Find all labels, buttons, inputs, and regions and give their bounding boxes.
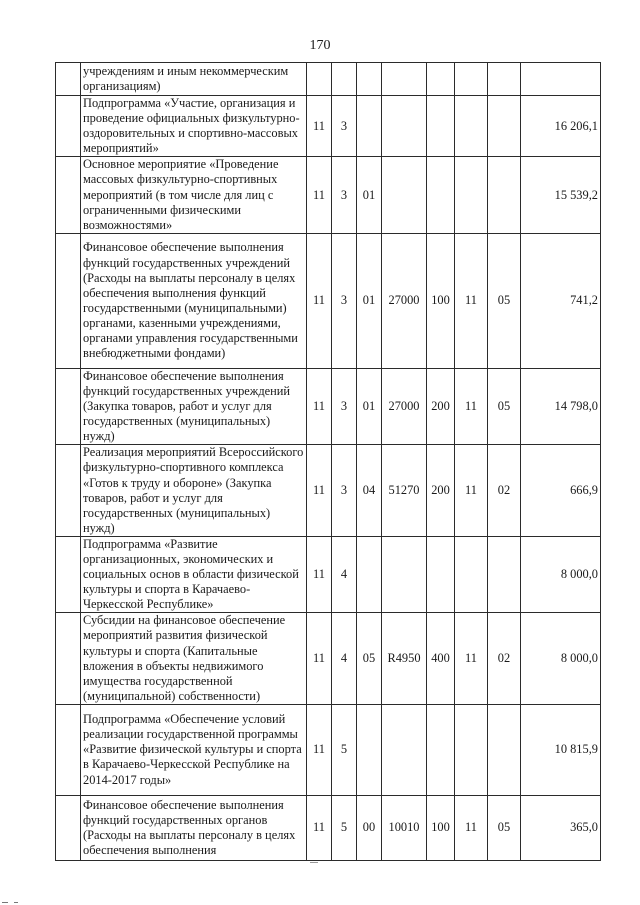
code-cell <box>357 704 382 795</box>
code-cell: 01 <box>357 233 382 368</box>
code-cell <box>488 63 521 96</box>
row-name-cell: Подпрограмма «Обеспечение условий реализации государственной программы «Развитие физической культуры и спорта в Карачаево-Черкесской Республике на 2014-2017 годы» <box>81 704 307 795</box>
table-row <box>56 233 601 368</box>
table-row <box>56 368 601 444</box>
row-stub-cell <box>56 613 81 705</box>
code-cell: 100 <box>427 795 455 860</box>
code-cell <box>357 536 382 612</box>
code-cell <box>307 63 332 96</box>
amount-cell: 8 000,0 <box>521 536 601 612</box>
row-stub-cell <box>56 795 81 860</box>
code-cell <box>427 63 455 96</box>
code-cell: 200 <box>427 445 455 537</box>
table-row <box>56 613 601 705</box>
row-stub-cell <box>56 96 81 157</box>
row-stub-cell <box>56 445 81 537</box>
code-cell: 05 <box>488 795 521 860</box>
code-cell <box>455 157 488 233</box>
scan-artifact <box>2 902 8 903</box>
code-cell <box>382 96 427 157</box>
row-name-cell: Субсидии на финансовое обеспечение мероприятий развития физической культуры и спорта (Капитальные вложения в объекты недвижимого имущества государственной (муниципальной) собственности) <box>81 613 307 705</box>
code-cell <box>357 63 382 96</box>
code-cell <box>427 704 455 795</box>
table-row <box>56 795 601 860</box>
code-cell: 11 <box>307 96 332 157</box>
row-name-cell: Основное мероприятие «Проведение массовых физкультурно-спортивных мероприятий (в том числе для лиц с ограниченными физическими возможностями» <box>81 157 307 233</box>
row-name-cell: Финансовое обеспечение выполнения функций государственных учреждений (Расходы на выплаты персоналу в целях обеспечения выполнения функций государственными (муниципальными) органами, казенными учреждениями, органами управления государственными внебюджетными фондами) <box>81 233 307 368</box>
amount-cell: 14 798,0 <box>521 368 601 444</box>
code-cell: 10010 <box>382 795 427 860</box>
code-cell: 01 <box>357 368 382 444</box>
code-cell: 5 <box>332 704 357 795</box>
code-cell <box>382 157 427 233</box>
amount-cell: 666,9 <box>521 445 601 537</box>
row-name-cell: Финансовое обеспечение выполнения функций государственных органов (Расходы на выплаты персоналу в целях обеспечения выполнения <box>81 795 307 860</box>
code-cell <box>488 157 521 233</box>
code-cell: 02 <box>488 445 521 537</box>
code-cell: 11 <box>455 445 488 537</box>
code-cell: 27000 <box>382 368 427 444</box>
code-cell <box>488 96 521 157</box>
code-cell: 11 <box>307 233 332 368</box>
code-cell: 11 <box>307 157 332 233</box>
amount-cell: 16 206,1 <box>521 96 601 157</box>
amount-cell: 8 000,0 <box>521 613 601 705</box>
page-number: 170 <box>309 38 331 53</box>
row-name-cell: Финансовое обеспечение выполнения функций государственных учреждений (Закупка товаров, работ и услуг для государственных (муниципальных) нужд) <box>81 368 307 444</box>
table-row <box>56 536 601 612</box>
table-row <box>56 445 601 537</box>
code-cell: 3 <box>332 157 357 233</box>
row-name-cell: Реализация мероприятий Всероссийского физкультурно-спортивного комплекса «Готов к труду и обороне» (Закупка товаров, работ и услуг для государственных (муниципальных) нужд) <box>81 445 307 537</box>
code-cell <box>427 96 455 157</box>
code-cell: 02 <box>488 613 521 705</box>
code-cell <box>455 63 488 96</box>
scan-artifact <box>14 902 18 903</box>
amount-cell <box>521 63 601 96</box>
code-cell <box>357 96 382 157</box>
table-row <box>56 704 601 795</box>
code-cell: 11 <box>307 795 332 860</box>
code-cell: 11 <box>307 704 332 795</box>
code-cell <box>455 96 488 157</box>
code-cell: 11 <box>455 368 488 444</box>
row-stub-cell <box>56 368 81 444</box>
table-row <box>56 63 601 96</box>
row-stub-cell <box>56 704 81 795</box>
code-cell <box>382 536 427 612</box>
code-cell <box>382 63 427 96</box>
row-stub-cell <box>56 536 81 612</box>
row-name-cell: учреждениям и иным некоммерческим организациям) <box>81 63 307 96</box>
code-cell: 11 <box>307 445 332 537</box>
code-cell: 3 <box>332 233 357 368</box>
code-cell: 4 <box>332 536 357 612</box>
code-cell <box>382 704 427 795</box>
code-cell: 05 <box>488 368 521 444</box>
code-cell: 11 <box>307 613 332 705</box>
row-stub-cell <box>56 63 81 96</box>
code-cell: 11 <box>307 368 332 444</box>
code-cell <box>427 536 455 612</box>
code-cell <box>488 704 521 795</box>
code-cell: 5 <box>332 795 357 860</box>
code-cell: 11 <box>455 795 488 860</box>
row-name-cell: Подпрограмма «Развитие организационных, экономических и социальных основ в области физической культуры и спорта в Карачаево-Черкесской Республике» <box>81 536 307 612</box>
footer-mark <box>310 862 318 863</box>
table-row <box>56 157 601 233</box>
code-cell: 4 <box>332 613 357 705</box>
code-cell: 04 <box>357 445 382 537</box>
code-cell: 3 <box>332 96 357 157</box>
code-cell <box>455 536 488 612</box>
code-cell: 400 <box>427 613 455 705</box>
code-cell: 51270 <box>382 445 427 537</box>
code-cell: 11 <box>455 613 488 705</box>
code-cell <box>455 704 488 795</box>
code-cell: R4950 <box>382 613 427 705</box>
code-cell: 05 <box>357 613 382 705</box>
amount-cell: 365,0 <box>521 795 601 860</box>
code-cell: 3 <box>332 368 357 444</box>
code-cell: 01 <box>357 157 382 233</box>
row-stub-cell <box>56 157 81 233</box>
code-cell: 00 <box>357 795 382 860</box>
row-name-cell: Подпрограмма «Участие, организация и проведение официальных физкультурно-оздоровительных и спортивно-массовых мероприятий» <box>81 96 307 157</box>
code-cell: 3 <box>332 445 357 537</box>
budget-table <box>55 62 601 861</box>
row-stub-cell <box>56 233 81 368</box>
amount-cell: 741,2 <box>521 233 601 368</box>
code-cell: 100 <box>427 233 455 368</box>
code-cell <box>488 536 521 612</box>
code-cell: 27000 <box>382 233 427 368</box>
table-row <box>56 96 601 157</box>
code-cell: 11 <box>455 233 488 368</box>
code-cell <box>427 157 455 233</box>
amount-cell: 15 539,2 <box>521 157 601 233</box>
code-cell: 200 <box>427 368 455 444</box>
code-cell: 05 <box>488 233 521 368</box>
amount-cell: 10 815,9 <box>521 704 601 795</box>
code-cell: 11 <box>307 536 332 612</box>
code-cell <box>332 63 357 96</box>
